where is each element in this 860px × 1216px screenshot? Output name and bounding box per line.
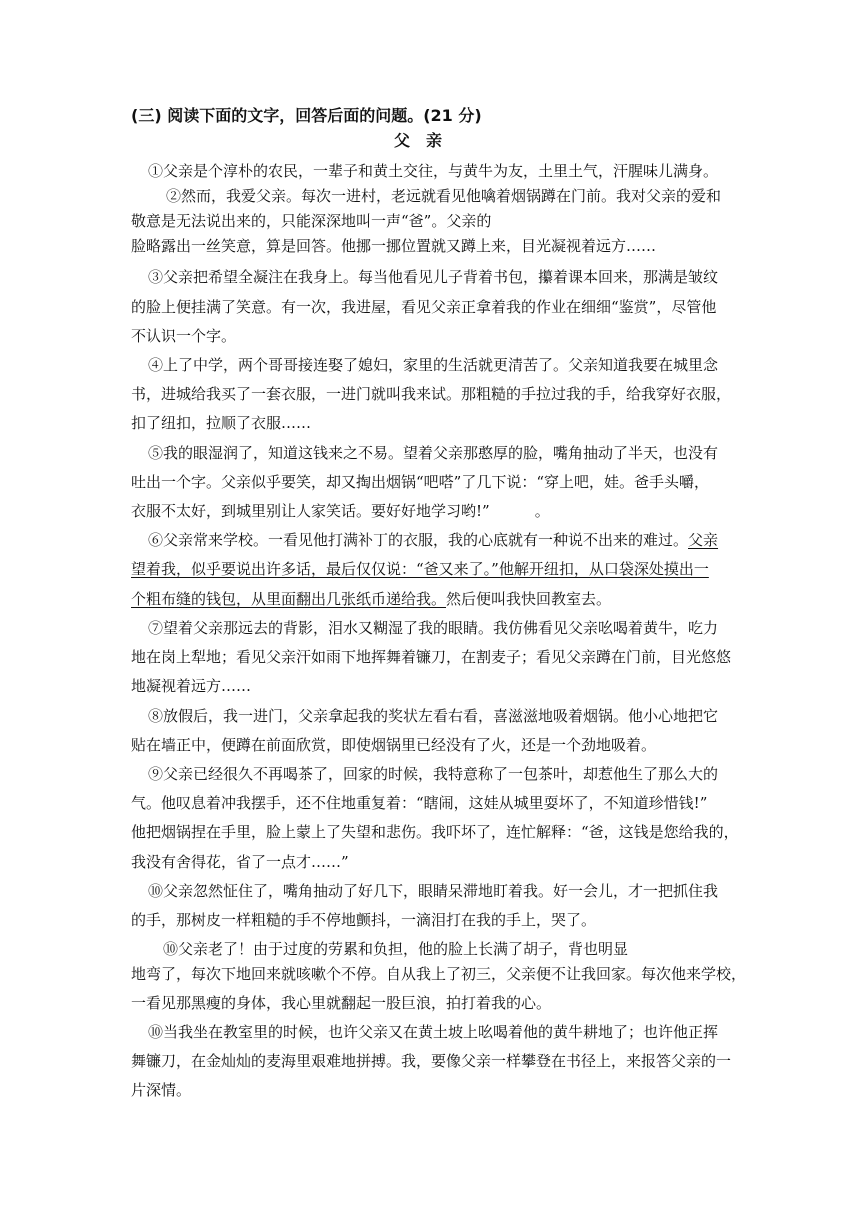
paragraph-text: ⑥父亲常来学校。一看见他打满补丁的衣服，我的心底就有一种说不出来的难过。 — [148, 531, 689, 549]
paragraph-text: 然后便叫我快回教室去。 — [446, 590, 612, 608]
paragraph-line: ⑩父亲忽然怔住了，嘴角抽动了好几下，眼睛呆滞地盯着我。好一会儿，才一把抓住我 — [148, 882, 719, 900]
paragraph-line: ⑩当我坐在教室里的时候，也许父亲又在黄土坡上吆喝着他的黄牛耕地了；也许他正挥 — [148, 1023, 719, 1041]
underlined-line: 望着我，似乎要说出许多话，最后仅仅说：“爸又来了。”他解开纽扣，从口袋深处摸出一 — [131, 560, 709, 578]
paragraph-line: 吐出一个字。父亲似乎要笑，却又掏出烟锅“吧嗒”了几下说：“穿上吧，娃。爸手头嚼， — [131, 473, 710, 491]
paragraph-line: 地在岗上犁地；看见父亲汗如雨下地挥舞着镰刀，在割麦子；看见父亲蹲在门前，目光悠悠 — [131, 648, 732, 666]
paragraph-line — [148, 530, 718, 550]
paragraph-line: 片深情。 — [131, 1081, 192, 1099]
paragraph-line: ⑨父亲已经很久不再喝茶了，回家的时候，我特意称了一包茶叶，却惹他生了那么大的 — [148, 765, 719, 783]
paragraph-line: 一看见那黑瘦的身体，我心里就翻起一股巨浪，拍打着我的心。 — [131, 994, 552, 1012]
paragraph-line: ②然而，我爱父亲。每次一进村，老远就看见他噙着烟锅蹲在门前。我对父亲的爱和 — [166, 187, 722, 205]
paragraph-line: 气。他叹息着冲我摆手，还不住地重复着：“瞎闹，这娃从城里耍坏了，不知道珍惜钱!” — [131, 794, 708, 812]
paragraph-line: ③父亲把希望全凝注在我身上。每当他看见儿子背着书包，攥着课本回来，那满是皱纹 — [148, 268, 719, 286]
section-heading: (三) 阅读下面的文字，回答后面的问题。(21 分) — [131, 106, 482, 125]
paragraph-line: ⑧放假后，我一进门，父亲拿起我的奖状左看右看，喜滋滋地吸着烟锅。他小心地把它 — [148, 707, 719, 725]
paragraph-line: 脸略露出一丝笑意，算是回答。他挪一挪位置就又蹲上来，目光凝视着远方…… — [131, 237, 657, 255]
paragraph-line: 的手，那树皮一样粗糙的手不停地颤抖，一滴泪打在我的手上，哭了。 — [131, 911, 597, 929]
paragraph-line: ①父亲是个淳朴的农民，一辈子和黄土交往，与黄牛为友，土里土气，汗腥味儿满身。 — [148, 162, 719, 180]
paragraph-line: 他把烟锅捏在手里，脸上蒙上了失望和悲伤。我吓坏了，连忙解释：“爸，这钱是您给我的， — [131, 823, 739, 841]
paragraph-line: ⑩父亲老了！由于过度的劳累和负担，他的脸上长满了胡子，背也明显 — [163, 940, 629, 958]
paragraph-line: ⑦望着父亲那远去的背影，泪水又糊湿了我的眼睛。我仿佛看见父亲吆喝着黄牛，吃力 — [148, 619, 719, 637]
paragraph-line: 扣了纽扣，拉顺了衣服…… — [131, 414, 312, 432]
paragraph-line: 贴在墙正中，便蹲在前面欣赏，即使烟锅里已经没有了火，还是一个劲地吸着。 — [131, 736, 657, 754]
paragraph-line: 的脸上便挂满了笑意。有一次，我进屋，看见父亲正拿着我的作业在细细“鉴赏”，尽管他 — [131, 298, 717, 316]
paragraph-line: 地弯了，每次下地回来就咳嗽个不停。自从我上了初三，父亲便不让我回家。每次他来学校， — [131, 965, 747, 983]
paragraph-line: 书，进城给我买了一套衣服，一进门就叫我来试。那粗糙的手拉过我的手，给我穿好衣服， — [131, 385, 732, 403]
underlined-text: 父亲 — [688, 531, 719, 549]
underlined-text: 个粗布缝的钱包，从里面翻出几张纸币递给我。 — [131, 590, 447, 608]
paragraph-line: 衣服不太好，到城里别让人家笑话。要好好地学习哟!” 。 — [131, 502, 550, 520]
paragraph-line — [131, 589, 611, 609]
paragraph-line: 不认识一个字。 — [131, 327, 237, 345]
paragraph-line: 我没有舍得花，省了一点才……” — [131, 853, 349, 871]
paragraph-line: 舞镰刀，在金灿灿的麦海里艰难地拼搏。我，要像父亲一样攀登在书径上，来报答父亲的一 — [131, 1052, 732, 1070]
paragraph-line: ④上了中学，两个哥哥接连娶了媳妇，家里的生活就更清苦了。父亲知道我要在城里念 — [148, 356, 719, 374]
essay-title: 父 亲 — [394, 131, 443, 150]
paragraph-line: 敬意是无法说出来的，只能深深地叫一声“爸”。父亲的 — [131, 212, 492, 230]
paragraph-line: 地凝视着远方…… — [131, 677, 252, 695]
paragraph-line: ⑤我的眼湿润了，知道这钱来之不易。望着父亲那憨厚的脸，嘴角抽动了半天，也没有 — [148, 444, 719, 462]
